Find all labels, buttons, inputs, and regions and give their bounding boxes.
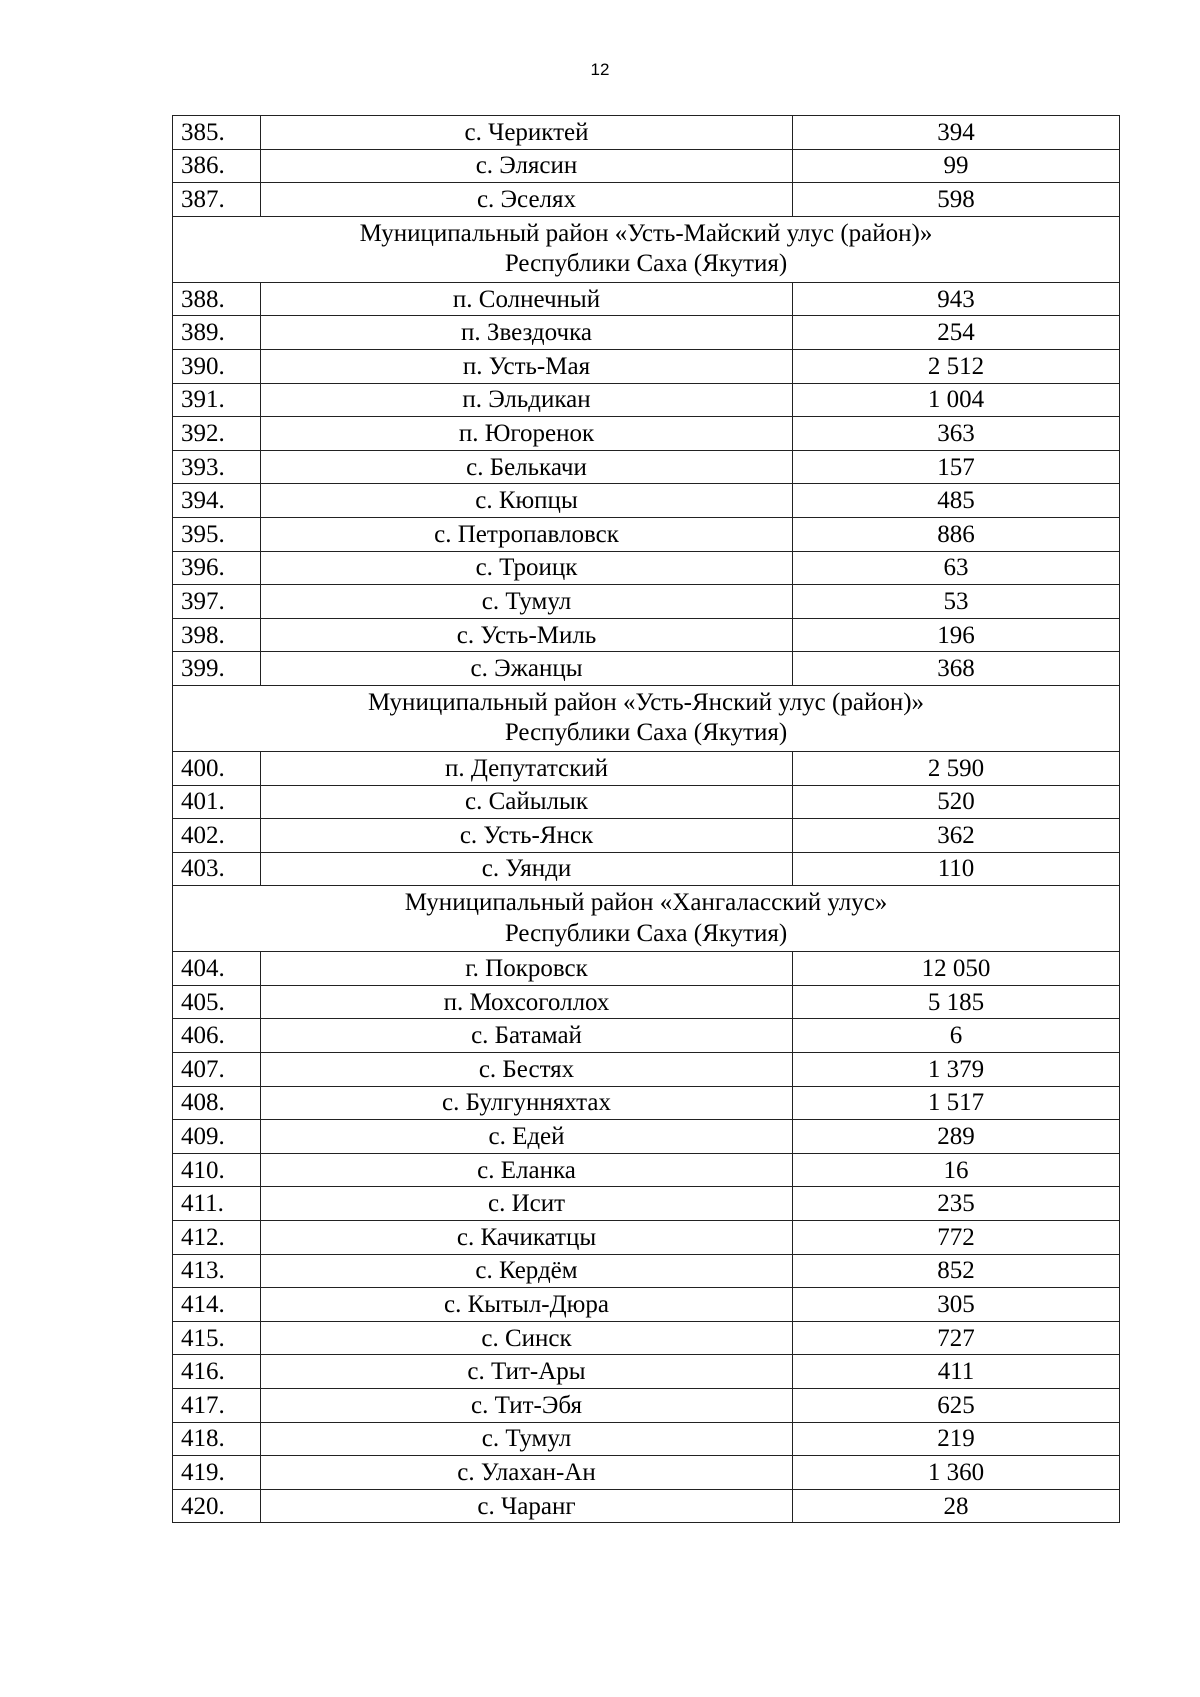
row-number: 413. (173, 1254, 261, 1288)
settlement-name: с. Бестях (261, 1053, 793, 1087)
population-value: 852 (793, 1254, 1120, 1288)
row-number: 388. (173, 282, 261, 316)
table-row (173, 484, 1120, 518)
settlement-name: с. Элясин (261, 149, 793, 183)
row-number: 393. (173, 450, 261, 484)
row-number: 385. (173, 116, 261, 150)
row-number: 406. (173, 1019, 261, 1053)
population-value: 28 (793, 1489, 1120, 1523)
population-value: 219 (793, 1422, 1120, 1456)
population-value: 2 590 (793, 751, 1120, 785)
settlement-name: п. Депутатский (261, 751, 793, 785)
table-row (173, 1221, 1120, 1255)
population-value: 289 (793, 1120, 1120, 1154)
row-number: 410. (173, 1153, 261, 1187)
row-number: 416. (173, 1355, 261, 1389)
row-number: 420. (173, 1489, 261, 1523)
row-number: 412. (173, 1221, 261, 1255)
section-header-line2: Республики Саха (Якутия) (504, 919, 788, 947)
section-header-line1: Муниципальный район «Хангаласский улус» (404, 889, 888, 917)
row-number: 408. (173, 1086, 261, 1120)
table-row (173, 652, 1120, 686)
settlement-name: с. Белькачи (261, 450, 793, 484)
settlement-name: с. Петропавловск (261, 517, 793, 551)
row-number: 402. (173, 819, 261, 853)
table-row (173, 1489, 1120, 1523)
table-row (173, 985, 1120, 1019)
table-row (173, 1288, 1120, 1322)
settlement-name: с. Тумул (261, 1422, 793, 1456)
settlement-name: с. Качикатцы (261, 1221, 793, 1255)
row-number: 411. (173, 1187, 261, 1221)
settlements-table (172, 115, 1120, 1523)
table-row (173, 183, 1120, 217)
table-row (173, 316, 1120, 350)
row-number: 389. (173, 316, 261, 350)
population-value: 53 (793, 585, 1120, 619)
section-header (173, 216, 1120, 282)
population-value: 411 (793, 1355, 1120, 1389)
table-row (173, 1187, 1120, 1221)
section-header-row (173, 216, 1120, 282)
row-number: 403. (173, 852, 261, 886)
settlement-name: с. Эжанцы (261, 652, 793, 686)
population-value: 598 (793, 183, 1120, 217)
table-row (173, 952, 1120, 986)
population-value: 1 360 (793, 1456, 1120, 1490)
settlement-name: с. Кердём (261, 1254, 793, 1288)
settlement-name: с. Исит (261, 1187, 793, 1221)
row-number: 386. (173, 149, 261, 183)
settlement-name: п. Эльдикан (261, 383, 793, 417)
settlement-name: с. Синск (261, 1321, 793, 1355)
population-value: 772 (793, 1221, 1120, 1255)
row-number: 396. (173, 551, 261, 585)
table-row (173, 819, 1120, 853)
population-value: 625 (793, 1389, 1120, 1423)
row-number: 418. (173, 1422, 261, 1456)
settlement-name: с. Улахан-Ан (261, 1456, 793, 1490)
settlement-name: с. Уянди (261, 852, 793, 886)
row-number: 417. (173, 1389, 261, 1423)
settlement-name: с. Эселях (261, 183, 793, 217)
table-row (173, 383, 1120, 417)
population-value: 363 (793, 417, 1120, 451)
population-value: 12 050 (793, 952, 1120, 986)
table-row (173, 1053, 1120, 1087)
table-row (173, 1355, 1120, 1389)
settlement-name: с. Кытыл-Дюра (261, 1288, 793, 1322)
population-value: 1 379 (793, 1053, 1120, 1087)
table-body (173, 116, 1120, 1523)
settlement-name: п. Усть-Мая (261, 349, 793, 383)
table-row (173, 282, 1120, 316)
settlement-name: п. Югоренок (261, 417, 793, 451)
section-header (173, 685, 1120, 751)
section-header-line1: Муниципальный район «Усть-Майский улус (район)» (359, 219, 933, 247)
population-value: 1 004 (793, 383, 1120, 417)
section-header-line2: Республики Саха (Якутия) (504, 250, 788, 278)
population-value: 1 517 (793, 1086, 1120, 1120)
row-number: 397. (173, 585, 261, 619)
population-value: 362 (793, 819, 1120, 853)
section-header-row (173, 886, 1120, 952)
table-row (173, 1321, 1120, 1355)
table-row (173, 1254, 1120, 1288)
row-number: 390. (173, 349, 261, 383)
settlement-name: с. Батамай (261, 1019, 793, 1053)
settlement-name: с. Усть-Янск (261, 819, 793, 853)
table-row (173, 1120, 1120, 1154)
row-number: 419. (173, 1456, 261, 1490)
row-number: 409. (173, 1120, 261, 1154)
row-number: 395. (173, 517, 261, 551)
section-header-line1: Муниципальный район «Усть-Янский улус (район)» (367, 688, 925, 716)
settlement-name: с. Усть-Миль (261, 618, 793, 652)
section-header-line2: Республики Саха (Якутия) (504, 719, 788, 747)
table-row (173, 450, 1120, 484)
row-number: 392. (173, 417, 261, 451)
population-value: 2 512 (793, 349, 1120, 383)
row-number: 415. (173, 1321, 261, 1355)
section-header (173, 886, 1120, 952)
population-value: 63 (793, 551, 1120, 585)
row-number: 394. (173, 484, 261, 518)
row-number: 387. (173, 183, 261, 217)
row-number: 407. (173, 1053, 261, 1087)
population-value: 727 (793, 1321, 1120, 1355)
table-row (173, 785, 1120, 819)
row-number: 400. (173, 751, 261, 785)
settlement-name: с. Тумул (261, 585, 793, 619)
table-row (173, 852, 1120, 886)
population-value: 368 (793, 652, 1120, 686)
population-value: 886 (793, 517, 1120, 551)
population-value: 235 (793, 1187, 1120, 1221)
population-value: 196 (793, 618, 1120, 652)
population-value: 943 (793, 282, 1120, 316)
settlement-name: с. Троицк (261, 551, 793, 585)
settlement-name: с. Кюпцы (261, 484, 793, 518)
population-value: 394 (793, 116, 1120, 150)
row-number: 399. (173, 652, 261, 686)
settlement-name: с. Сайылык (261, 785, 793, 819)
population-value: 485 (793, 484, 1120, 518)
table-row (173, 1019, 1120, 1053)
population-value: 16 (793, 1153, 1120, 1187)
table-row (173, 149, 1120, 183)
settlement-name: с. Тит-Эбя (261, 1389, 793, 1423)
table-row (173, 349, 1120, 383)
settlement-name: п. Звездочка (261, 316, 793, 350)
table-row (173, 1456, 1120, 1490)
settlement-name: п. Солнечный (261, 282, 793, 316)
table-row (173, 1422, 1120, 1456)
settlement-name: с. Еланка (261, 1153, 793, 1187)
row-number: 414. (173, 1288, 261, 1322)
table-row (173, 1153, 1120, 1187)
row-number: 401. (173, 785, 261, 819)
row-number: 398. (173, 618, 261, 652)
population-value: 99 (793, 149, 1120, 183)
population-value: 110 (793, 852, 1120, 886)
settlement-name: п. Мохсоголлох (261, 985, 793, 1019)
table-row (173, 751, 1120, 785)
settlement-name: с. Едей (261, 1120, 793, 1154)
table-row (173, 618, 1120, 652)
row-number: 404. (173, 952, 261, 986)
population-value: 5 185 (793, 985, 1120, 1019)
population-value: 254 (793, 316, 1120, 350)
population-value: 520 (793, 785, 1120, 819)
settlement-name: с. Булгунняхтах (261, 1086, 793, 1120)
table-row (173, 517, 1120, 551)
table-row (173, 551, 1120, 585)
settlement-name: с. Чаранг (261, 1489, 793, 1523)
table-row (173, 116, 1120, 150)
section-header-row (173, 685, 1120, 751)
row-number: 391. (173, 383, 261, 417)
population-value: 6 (793, 1019, 1120, 1053)
page-number: 12 (590, 60, 610, 79)
population-value: 157 (793, 450, 1120, 484)
table-row (173, 585, 1120, 619)
settlement-name: г. Покровск (261, 952, 793, 986)
row-number: 405. (173, 985, 261, 1019)
settlement-name: с. Тит-Ары (261, 1355, 793, 1389)
table-row (173, 1086, 1120, 1120)
settlement-name: с. Чериктей (261, 116, 793, 150)
population-value: 305 (793, 1288, 1120, 1322)
table-row (173, 1389, 1120, 1423)
table-row (173, 417, 1120, 451)
